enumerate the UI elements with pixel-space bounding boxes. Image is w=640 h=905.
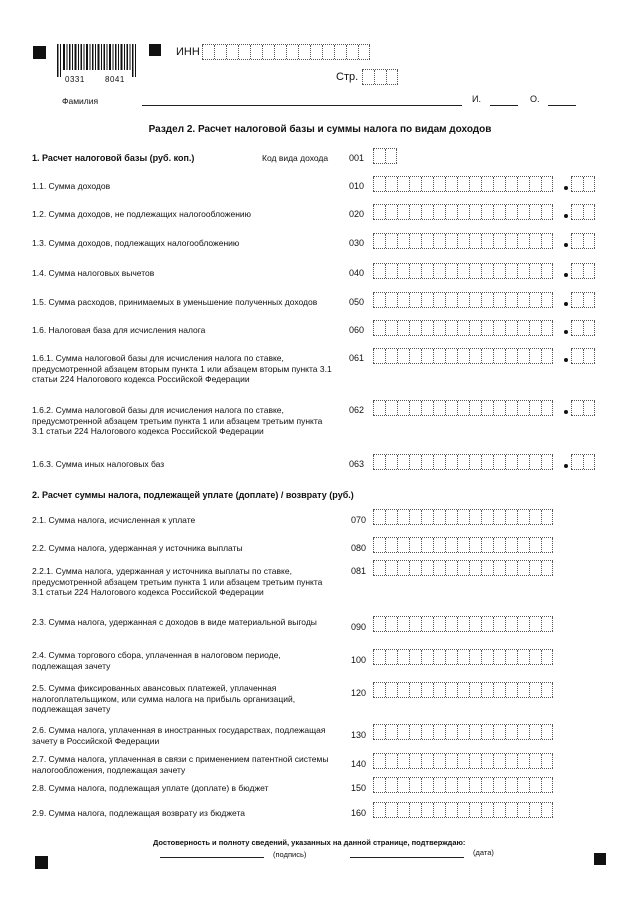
part1-kopeck-field[interactable]: [571, 292, 595, 308]
part2-amount-field[interactable]: [373, 802, 553, 818]
part1-row-label: 1.5. Сумма расходов, принимаемых в уменьшение полученных доходов: [32, 297, 318, 307]
part2-row-label: 2.4. Сумма торгового сбора, уплаченная в налоговом периоде, подлежащая зачету: [32, 650, 281, 671]
part1-row-label: 1.3. Сумма доходов, подлежащих налогообложению: [32, 238, 240, 248]
income-code-line: 001: [349, 153, 365, 163]
corner-marker-top-left: [33, 46, 46, 59]
patronymic-initial-field[interactable]: [548, 105, 576, 106]
part1-row-label: 1.4. Сумма налоговых вычетов: [32, 268, 155, 278]
date-label: (дата): [473, 848, 494, 857]
part2-row-code: 070: [351, 515, 367, 525]
part2-amount-field[interactable]: [373, 649, 553, 665]
page-number-field[interactable]: [362, 69, 398, 85]
part2-title: 2. Расчет суммы налога, подлежащей уплате (доплате) / возврату (руб.): [32, 490, 354, 500]
part1-amount-field[interactable]: [373, 320, 553, 336]
part1-row-label: 1.2. Сумма доходов, не подлежащих налогообложению: [32, 209, 252, 219]
part2-row-label: 2.8. Сумма налога, подлежащая уплате (доплате) в бюджет: [32, 783, 269, 793]
inn-field[interactable]: [202, 44, 370, 60]
part1-title: 1. Расчет налоговой базы (руб. коп.): [32, 153, 195, 163]
decimal-point: [564, 214, 568, 218]
part1-kopeck-field[interactable]: [571, 204, 595, 220]
part2-row-code: 130: [351, 730, 367, 740]
part1-amount-field[interactable]: [373, 204, 553, 220]
signature-label: (подпись): [273, 850, 307, 859]
part1-row-label: 1.1. Сумма доходов: [32, 181, 111, 191]
signature-field[interactable]: [160, 857, 264, 858]
confirmation-text: Достоверность и полноту сведений, указанных на данной странице, подтверждаю:: [153, 838, 466, 847]
decimal-point: [564, 302, 568, 306]
part2-row-label: 2.9. Сумма налога, подлежащая возврату из бюджета: [32, 808, 245, 818]
part1-amount-field[interactable]: [373, 292, 553, 308]
part2-amount-field[interactable]: [373, 724, 553, 740]
part1-kopeck-field[interactable]: [571, 176, 595, 192]
decimal-point: [564, 243, 568, 247]
part2-row-label: 2.2. Сумма налога, удержанная у источника выплаты: [32, 543, 243, 553]
name-initial-field[interactable]: [490, 105, 518, 106]
decimal-point: [564, 273, 568, 277]
income-code-label: Код вида дохода: [262, 153, 329, 163]
part2-amount-field[interactable]: [373, 682, 553, 698]
corner-marker-bottom-left: [35, 856, 48, 869]
part2-row-code: 120: [351, 688, 367, 698]
part1-row-label: 1.6. Налоговая база для исчисления налога: [32, 325, 206, 335]
part1-kopeck-field[interactable]: [571, 263, 595, 279]
part2-row-code: 081: [351, 566, 367, 576]
barcode-number-left: 0331: [65, 75, 85, 84]
part1-kopeck-field[interactable]: [571, 454, 595, 470]
part1-row-code: 010: [349, 181, 365, 191]
part2-row-code: 160: [351, 808, 367, 818]
part2-amount-field[interactable]: [373, 537, 553, 553]
part1-row-label: 1.6.2. Сумма налоговой базы для исчисления налога по ставке, предусмотренной абзацем третьим пункта 1 или абзацем третьим пункта 3.1 статьи 224 Налогового кодекса Российской Федерации: [32, 405, 323, 436]
part1-amount-field[interactable]: [373, 176, 553, 192]
part2-row-code: 150: [351, 783, 367, 793]
barcode-icon: [57, 44, 137, 77]
part1-row-code: 030: [349, 238, 365, 248]
name-initial-label: И.: [472, 94, 481, 104]
decimal-point: [564, 464, 568, 468]
part2-row-code: 100: [351, 655, 367, 665]
part1-row-code: 020: [349, 209, 365, 219]
part1-row-code: 061: [349, 353, 365, 363]
decimal-point: [564, 186, 568, 190]
patronymic-initial-label: О.: [530, 94, 540, 104]
section-title: Раздел 2. Расчет налоговой базы и суммы налога по видам доходов: [148, 124, 492, 135]
barcode-number-right: 8041: [105, 75, 125, 84]
decimal-point: [564, 410, 568, 414]
part1-amount-field[interactable]: [373, 348, 553, 364]
part1-row-code: 050: [349, 297, 365, 307]
corner-marker-top-mid: [149, 44, 161, 56]
part1-kopeck-field[interactable]: [571, 348, 595, 364]
part2-row-code: 090: [351, 622, 367, 632]
part1-row-label: 1.6.1. Сумма налоговой базы для исчисления налога по ставке, предусмотренной абзацем вторым пункта 1 или абзацем вторым пункта 3.1 статьи 224 Налогового кодекса Российской Федерации: [32, 353, 332, 384]
date-field[interactable]: [350, 857, 464, 858]
part2-amount-field[interactable]: [373, 509, 553, 525]
surname-field[interactable]: [142, 105, 462, 106]
part1-row-code: 062: [349, 405, 365, 415]
page-label: Стр.: [336, 71, 359, 83]
part2-row-code: 080: [351, 543, 367, 553]
part2-amount-field[interactable]: [373, 753, 553, 769]
decimal-point: [564, 330, 568, 334]
part1-row-label: 1.6.3. Сумма иных налоговых баз: [32, 459, 165, 469]
part1-amount-field[interactable]: [373, 400, 553, 416]
part2-row-label: 2.2.1. Сумма налога, удержанная у источника выплаты по ставке, предусмотренной абзацем третьим пункта 1 или абзацем третьим пункта 3.1 статьи 224 Налогового кодекса Российской Федерации: [32, 566, 323, 597]
part1-row-code: 063: [349, 459, 365, 469]
part2-row-code: 140: [351, 759, 367, 769]
part2-row-label: 2.6. Сумма налога, уплаченная в иностранных государствах, подлежащая зачету в Российской Федерации: [32, 725, 326, 746]
part1-kopeck-field[interactable]: [571, 233, 595, 249]
part2-row-label: 2.7. Сумма налога, уплаченная в связи с применением патентной системы налогообложения, подлежащая зачету: [32, 754, 329, 775]
part1-row-code: 040: [349, 268, 365, 278]
income-code-field[interactable]: [373, 148, 397, 164]
part1-row-code: 060: [349, 325, 365, 335]
part1-kopeck-field[interactable]: [571, 320, 595, 336]
part1-amount-field[interactable]: [373, 263, 553, 279]
inn-label: ИНН: [176, 46, 200, 58]
part1-amount-field[interactable]: [373, 454, 553, 470]
part1-kopeck-field[interactable]: [571, 400, 595, 416]
surname-label: Фамилия: [62, 96, 99, 106]
decimal-point: [564, 358, 568, 362]
part2-amount-field[interactable]: [373, 616, 553, 632]
part1-amount-field[interactable]: [373, 233, 553, 249]
part2-amount-field[interactable]: [373, 777, 553, 793]
part2-row-label: 2.3. Сумма налога, удержанная с доходов в виде материальной выгоды: [32, 617, 317, 627]
part2-row-label: 2.5. Сумма фиксированных авансовых платежей, уплаченная налогоплательщиком, или сумма налога на прибыль организаций, подлежащая зачету: [32, 683, 296, 714]
part2-row-label: 2.1. Сумма налога, исчисленная к уплате: [32, 515, 196, 525]
corner-marker-bottom-right: [594, 853, 606, 865]
part2-amount-field[interactable]: [373, 560, 553, 576]
